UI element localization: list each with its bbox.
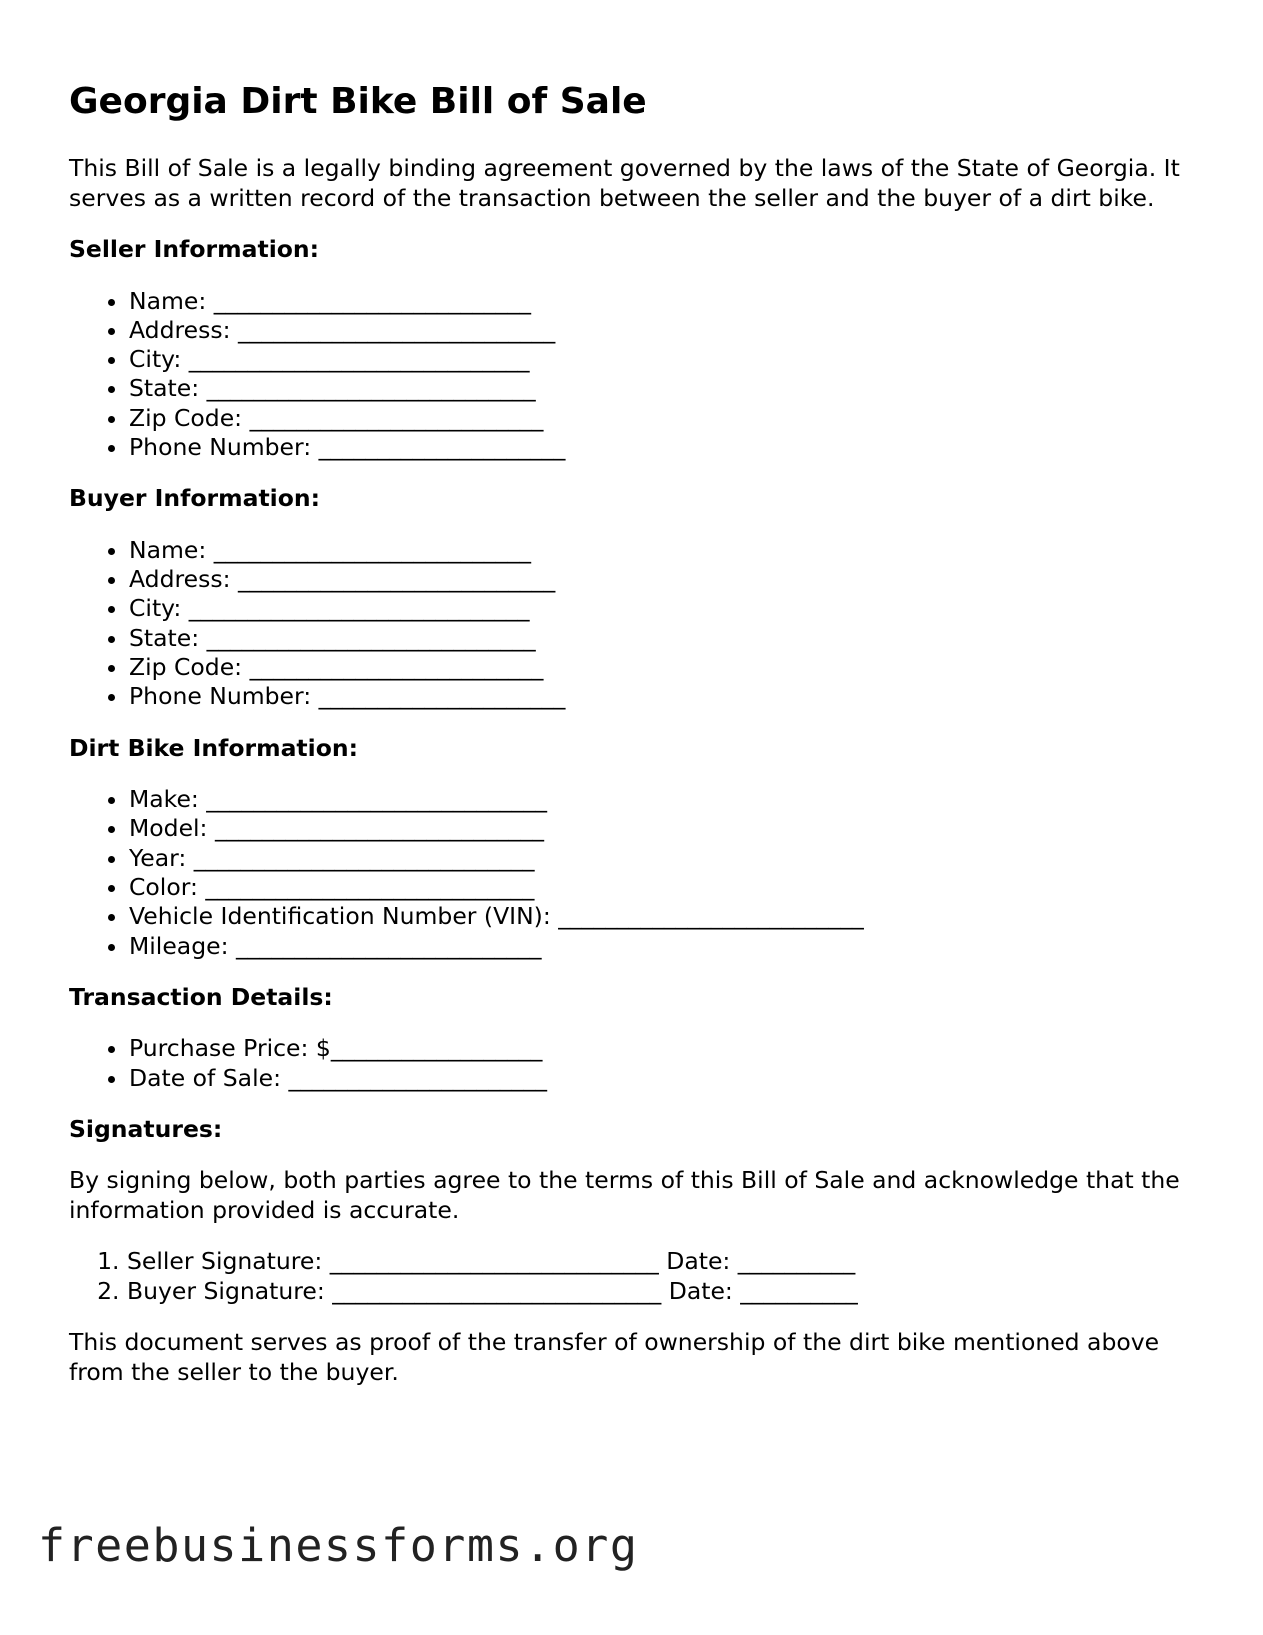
buyer-city-field[interactable]: • City: _____________________________ — [129, 594, 1189, 623]
purchase-price-field[interactable]: • Purchase Price: $__________________ — [129, 1034, 1189, 1063]
seller-address-field[interactable]: • Address: ___________________________ — [129, 316, 1189, 345]
bike-heading: Dirt Bike Information: — [69, 733, 358, 762]
bike-fields — [69, 785, 1189, 961]
signatures-paragraph: By signing below, both parties agree to the terms of this Bill of Sale and acknowledge that the information provided is accurate. — [69, 1166, 1180, 1224]
seller-name-field[interactable]: • Name: ___________________________ — [129, 287, 1189, 316]
buyer-signature-line[interactable]: 2. Buyer Signature: ____________________________ Date: __________ — [127, 1277, 1189, 1306]
bike-model-field[interactable]: • Model: ____________________________ — [129, 814, 1189, 843]
document-title: Georgia Dirt Bike Bill of Sale — [69, 81, 647, 122]
buyer-name-field[interactable]: • Name: ___________________________ — [129, 536, 1189, 565]
transaction-fields — [69, 1034, 1189, 1093]
watermark-text: freebusinessforms.org — [38, 1519, 639, 1572]
bike-mileage-field[interactable]: • Mileage: __________________________ — [129, 932, 1189, 961]
bike-make-field[interactable]: • Make: _____________________________ — [129, 785, 1189, 814]
signature-lines — [69, 1247, 1189, 1306]
seller-heading: Seller Information: — [69, 235, 320, 263]
buyer-state-field[interactable]: • State: ____________________________ — [129, 624, 1189, 653]
transaction-heading: Transaction Details: — [69, 982, 333, 1011]
buyer-heading: Buyer Information: — [69, 484, 321, 513]
bike-year-field[interactable]: • Year: _____________________________ — [129, 844, 1189, 873]
seller-city-field[interactable]: • City: _____________________________ — [129, 345, 1189, 374]
buyer-phone-field[interactable]: • Phone Number: _____________________ — [129, 682, 1189, 711]
buyer-address-field[interactable]: • Address: ___________________________ — [129, 565, 1189, 594]
seller-zip-field[interactable]: • Zip Code: _________________________ — [129, 404, 1189, 433]
date-of-sale-field[interactable]: • Date of Sale: ______________________ — [129, 1064, 1189, 1093]
seller-fields — [69, 287, 1189, 463]
buyer-zip-field[interactable]: • Zip Code: _________________________ — [129, 653, 1189, 682]
seller-signature-line[interactable]: 1. Seller Signature: ____________________________ Date: __________ — [127, 1247, 1189, 1276]
signatures-heading: Signatures: — [69, 1114, 223, 1143]
closing-paragraph: This document serves as proof of the transfer of ownership of the dirt bike mentioned above from the seller to the buyer. — [69, 1328, 1160, 1386]
intro-paragraph: This Bill of Sale is a legally binding agreement governed by the laws of the State of Georgia. It serves as a written record of the transaction between the seller and the buyer of a dirt bike. — [69, 154, 1180, 212]
bike-color-field[interactable]: • Color: ____________________________ — [129, 873, 1189, 902]
seller-phone-field[interactable]: • Phone Number: _____________________ — [129, 433, 1189, 462]
bike-vin-field[interactable]: • Vehicle Identification Number (VIN): __________________________ — [129, 902, 1189, 931]
buyer-fields — [69, 536, 1189, 712]
document-page — [69, 80, 1189, 1409]
seller-state-field[interactable]: • State: ____________________________ — [129, 374, 1189, 403]
